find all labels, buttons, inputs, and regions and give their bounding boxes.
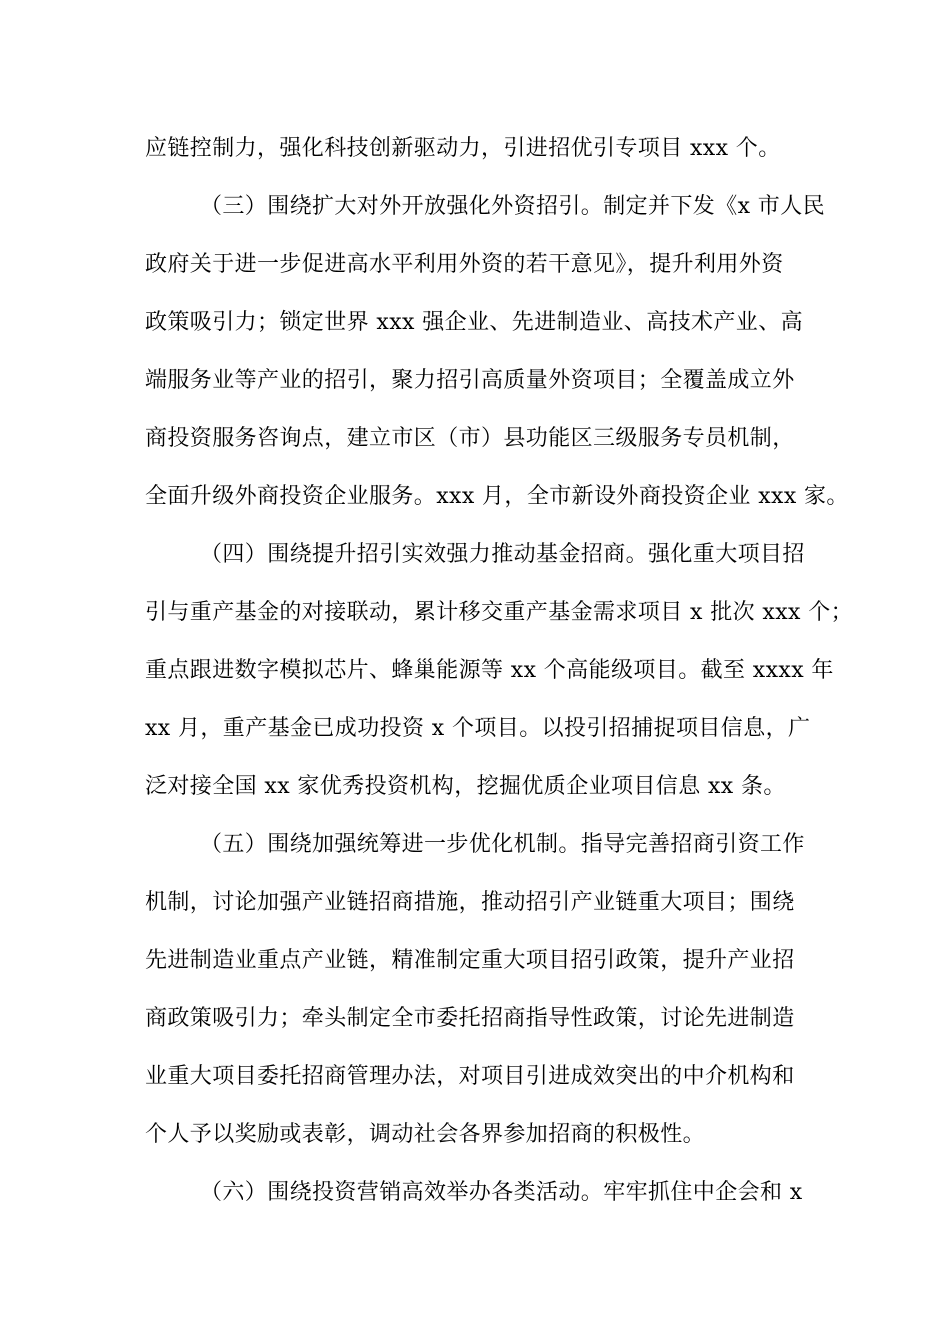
paragraph-6-heading-line: （六）围绕投资营销高效举办各类活动。牢牢抓住中企会和 x xyxy=(200,1180,803,1205)
paragraph-5-heading-line: （五）围绕加强统筹进一步优化机制。指导完善招商引资工作 xyxy=(200,832,805,857)
text-line: 商政策吸引力；牵头制定全市委托招商指导性政策，讨论先进制造 xyxy=(145,1006,795,1031)
text-line: xx 月，重产基金已成功投资 x 个项目。以投引招捕捉项目信息，广 xyxy=(145,716,811,741)
text-line: 政府关于进一步促进高水平利用外资的若干意见》，提升利用外资 xyxy=(145,252,784,277)
text-line: 重点跟进数字模拟芯片、蜂巢能源等 xx 个高能级项目。截至 xxxx 年 xyxy=(145,658,834,683)
text-line: 个人予以奖励或表彰，调动社会各界参加招商的积极性。 xyxy=(145,1122,706,1147)
text-line: 先进制造业重点产业链，精准制定重大项目招引政策，提升产业招 xyxy=(145,948,795,973)
text-line: 全面升级外商投资企业服务。xxx 月，全市新设外商投资企业 xxx 家。 xyxy=(145,484,849,509)
text-line: 机制，讨论加强产业链招商措施，推动招引产业链重大项目；围绕 xyxy=(145,890,795,915)
text-line: 政策吸引力；锁定世界 xxx 强企业、先进制造业、高技术产业、高 xyxy=(145,310,804,335)
text-line: 泛对接全国 xx 家优秀投资机构，挖掘优质企业项目信息 xx 条。 xyxy=(145,774,786,799)
paragraph-4-heading-line: （四）围绕提升招引实效强力推动基金招商。强化重大项目招 xyxy=(200,542,805,567)
text-line: 端服务业等产业的招引，聚力招引高质量外资项目；全覆盖成立外 xyxy=(145,368,795,393)
text-line: 引与重产基金的对接联动，累计移交重产基金需求项目 x 批次 xxx 个； xyxy=(145,600,854,625)
paragraph-3-heading-line: （三）围绕扩大对外开放强化外资招引。制定并下发《x 市人民 xyxy=(200,194,826,219)
text-line: 应链控制力，强化科技创新驱动力，引进招优引专项目 xxx 个。 xyxy=(145,136,781,161)
text-line: 业重大项目委托招商管理办法，对项目引进成效突出的中介机构和 xyxy=(145,1064,795,1089)
text-line: 商投资服务咨询点，建立市区（市）县功能区三级服务专员机制， xyxy=(145,426,795,451)
